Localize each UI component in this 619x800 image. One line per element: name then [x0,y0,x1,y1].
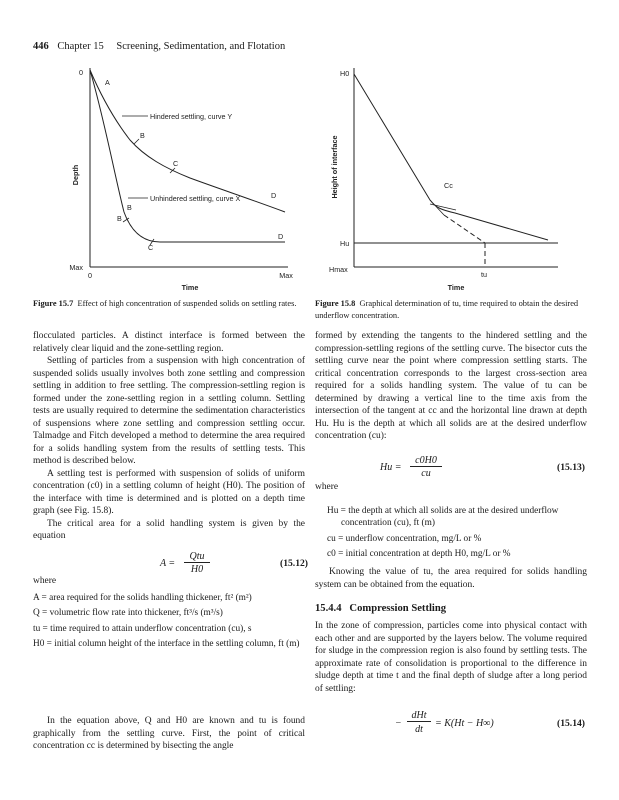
eq12-lhs: A = [160,558,176,569]
eq14-number: (15.14) [557,718,585,729]
tick-c1 [170,168,175,173]
right-paragraph-2: Knowing the value of tu, the area required for solids handling system can be obtained from the equation. [315,567,587,590]
hmax-label: Hmax [329,265,348,274]
curve-y-label: Hindered settling, curve Y [150,112,233,121]
label-c1: C [173,159,179,168]
fig7-caption-number: Figure 15.7 [33,299,74,308]
left-column [33,330,305,543]
fig8-y-label: Height of interface [330,135,339,199]
def-a: A = area required for the solids handling thickener, ft² (m²) [33,593,252,603]
h0-label: H0 [340,69,350,78]
label-b3: B [117,214,122,223]
fig7-x-label: Time [181,283,199,292]
left-paragraph-4: The critical area for a solid handling system is given by the equation [33,518,305,541]
eq13-denominator: cu [421,468,431,479]
tangent-extension [444,215,485,243]
fig7-caption-text: Effect of high concentration of suspended solids on settling rates. [77,299,297,308]
eq12-denominator: H0 [190,564,204,575]
bisector [430,204,456,210]
eq12-numerator: Qtu [184,551,210,563]
label-b1: B [140,131,145,140]
eq12-number: (15.12) [280,558,308,569]
left-paragraph-1: flocculated particles. A distinct interface is formed between the relatively clear liquid and the zone-settling region. [33,331,305,354]
def-hu: Hu = the depth at which all solids are at the desired underflow concentration (cu), ft (m) [327,506,559,529]
fig7-y-top: 0 [79,68,83,77]
label-d1: D [271,191,277,200]
fig7-y-label: Depth [71,164,80,186]
eq14-rhs: = K(Ht − H∞) [435,718,494,729]
left-paragraph-3: A settling test is performed with suspension of solids of uniform concentration (c0) in a settling column of height (H0). The position of the interface with time is determined and is plotted on a depth time graph (see Fig. 15.8). [33,468,305,516]
eq13-number: (15.13) [557,462,585,473]
label-d2: D [278,232,284,241]
page-number: 446 [33,41,49,52]
right-column [315,330,587,443]
label-c2: C [148,243,154,252]
left-paragraph-5-wrap [33,715,305,753]
right-paragraph-3-wrap [315,620,587,695]
left-where: where [33,576,57,586]
hu-label: Hu [340,239,350,248]
fig7-x-left: 0 [88,271,92,280]
eq13-lhs: Hu = [380,462,402,473]
right-where: where [315,482,339,492]
fig8-caption-text: Graphical determination of tu, time required to obtain the desired underflow concentration. [315,299,579,320]
def-h0: H0 = initial column height of the interface in the settling column, ft (m) [33,638,300,649]
fig7-caption [33,298,305,310]
def-cu: cu = underflow concentration, mg/L or % [327,533,482,544]
def-tu: tu = time required to attain underflow concentration (cu), s [33,623,252,634]
equation-15-12 [160,551,310,577]
label-a: A [105,78,110,87]
figure-15-7 [60,62,310,297]
fig7-x-right: Max [279,271,293,280]
def-q: Q = volumetric flow rate into thickener, ft³/s (m³/s) [33,608,223,619]
left-definitions [33,592,305,650]
fig8-caption-number: Figure 15.8 [315,299,356,308]
eq14-numerator: dHt [407,710,431,722]
right-paragraph-2-wrap [315,566,587,591]
cc-label: Cc [444,181,453,190]
curve-x-label: Unhindered settling, curve X [150,194,241,203]
settling-curve [354,74,548,240]
label-b2: B [127,203,132,212]
tu-label: tu [481,270,487,279]
left-paragraph-2: Settling of particles from a suspension with high concentration of suspended solids usually involves both zone settling and compression settling in addition to free settling. The compression-settling region is formed under the zone-settling region in a settling column. Settling tests are usually required to determine the sedimentation characteristics of suspensions where zone settling and compression settling occur. Talmadge and Fitch developed a method to determine the area required for a solids handling system from the results of settling tests. This method is described below. [33,356,305,466]
right-definitions [327,505,587,560]
eq14-denominator: dt [415,724,423,735]
running-header [33,41,295,52]
equation-15-13 [380,455,587,481]
def-c0: c0 = initial concentration at depth H0, mg/L or % [327,548,511,559]
right-paragraph-3: In the zone of compression, particles come into physical contact with each other and are supported by the layers below. The volume required for sludge in the compression region is also found by settling tests. The approximate rate of consolidation is proportional to the difference in sludge depth at time t and the final depth of sludge after a long period of settling: [315,621,587,694]
chapter-label: Chapter 15 [57,41,104,52]
right-paragraph-1: formed by extending the tangents to the hindered settling and the compression-settling regions of the settling curve. The bisector cuts the settling curve near the point where compression settling starts. The critical concentration corresponds to the largest cross-section area required for a solids handling system. The value of tu can be determined by drawing a vertical line to the time axis from the intersection of the tangent at cc and the horizontal line drawn at depth Hu. Hu is the depth at which all solids are at the desired underflow concentration (cu): [315,331,587,441]
eq14-minus: − [395,718,402,729]
eq13-numerator: c0H0 [410,455,442,467]
chapter-title: Screening, Sedimentation, and Flotation [116,41,286,52]
fig8-x-label: Time [447,283,465,292]
equation-15-14 [395,710,587,738]
section-heading: 15.4.4 Compression Settling [315,603,447,614]
fig7-y-bottom: Max [69,263,83,272]
tick-b1 [134,139,139,144]
figure-15-8 [320,62,580,297]
tangent-intersect [430,200,444,215]
fig8-caption [315,298,587,321]
left-paragraph-5: In the equation above, Q and H0 are known and tu is found graphically from the settling curve. First, the point of critical concentration cc is determined by bisecting the angle [33,716,305,751]
